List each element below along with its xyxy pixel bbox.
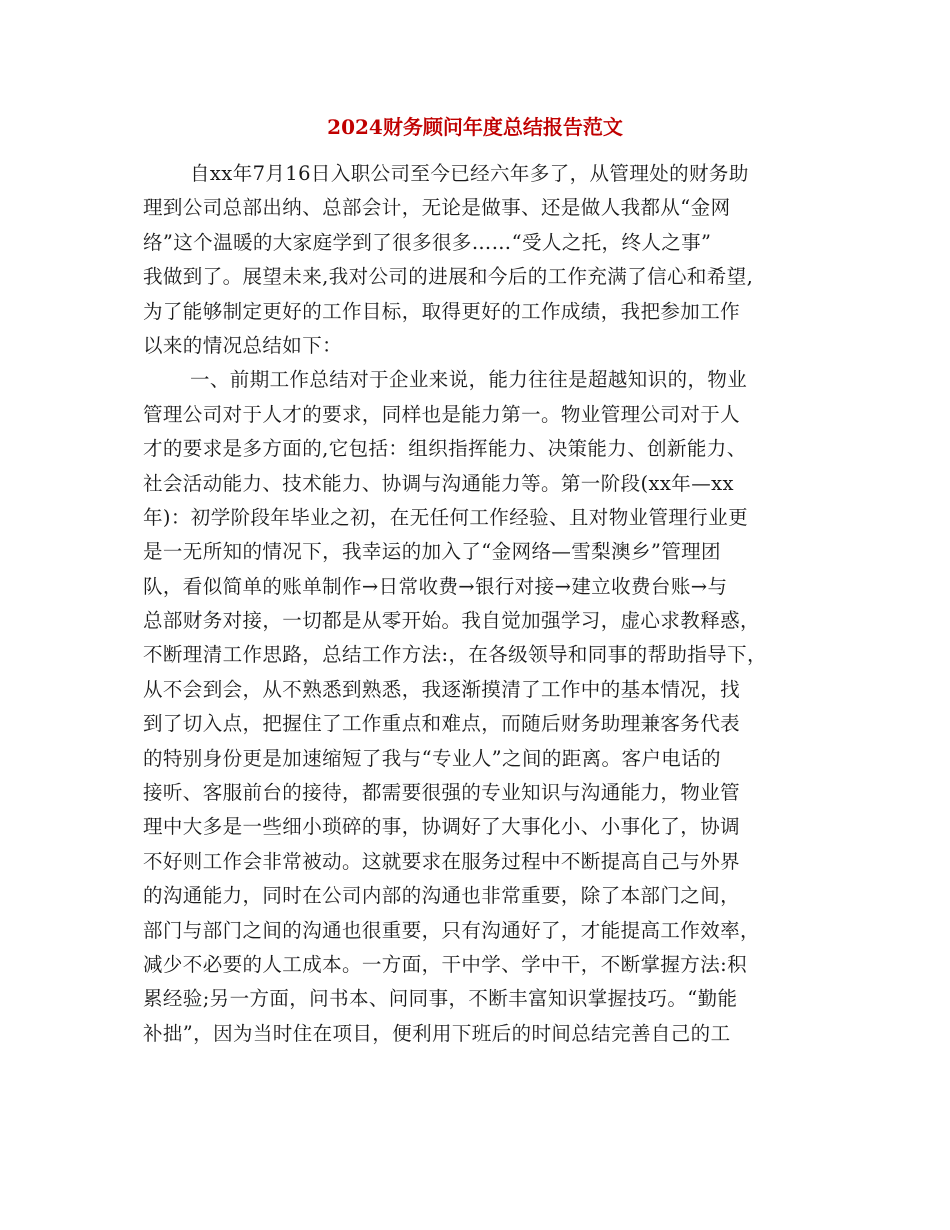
body-line: 理到公司总部出纳、总部会计，无论是做事、还是做人我都从“金网 <box>143 196 731 220</box>
body-line: 部门与部门之间的沟通也很重要，只有沟通好了，才能提高工作效率， <box>143 918 760 942</box>
body-line: 社会活动能力、技术能力、协调与沟通能力等。第一阶段(xx年—xx <box>143 471 734 495</box>
body-line: 理中大多是一些细小琐碎的事，协调好了大事化小、小事化了，协调 <box>143 815 741 839</box>
body-line: 自xx年7月16日入职公司至今已经六年多了，从管理处的财务助 <box>190 162 749 185</box>
body-line: 的沟通能力，同时在公司内部的沟通也非常重要，除了本部门之间， <box>143 884 741 908</box>
body-line: 累经验;另一方面，问书本、问同事，不断丰富知识掌握技巧。“勤能 <box>143 987 738 1011</box>
document-title: 2024财务顾问年度总结报告范文 <box>327 115 623 139</box>
body-line: 才的要求是多方面的,它包括：组织指挥能力、决策能力、创新能力、 <box>143 437 747 461</box>
body-line: 管理公司对于人才的要求，同样也是能力第一。物业管理公司对于人 <box>143 402 741 426</box>
body-line: 减少不必要的人工成本。一方面，干中学、学中干，不断掌握方法:积 <box>143 952 747 976</box>
body-line: 队，看似简单的账单制作→日常收费→银行对接→建立收费台账→与 <box>143 574 728 598</box>
body-line: 是一无所知的情况下，我幸运的加入了“金网络—雪梨澳乡”管理团 <box>143 540 721 564</box>
body-line: 我做到了。展望未来,我对公司的进展和今后的工作充满了信心和希望, <box>143 265 754 289</box>
body-line: 接听、客服前台的接待，都需要很强的专业知识与沟通能力，物业管 <box>143 781 741 805</box>
body-line: 以来的情况总结如下： <box>143 333 343 357</box>
body-line: 到了切入点，把握住了工作重点和难点，而随后财务助理兼客务代表 <box>143 712 741 736</box>
body-line: 年)：初学阶段年毕业之初，在无任何工作经验、且对物业管理行业更 <box>143 505 749 529</box>
body-line: 补拙”，因为当时住在项目，便利用下班后的时间总结完善自己的工 <box>143 1021 731 1045</box>
document-body <box>143 157 813 1051</box>
body-line: 的特别身份更是加速缩短了我与“专业人”之间的距离。客户电话的 <box>143 746 721 770</box>
body-line: 不断理清工作思路，总结工作方法:，在各级领导和同事的帮助指导下， <box>143 643 767 667</box>
body-line: 不好则工作会非常被动。这就要求在服务过程中不断提高自己与外界 <box>143 849 741 873</box>
body-line: 络”这个温暖的大家庭学到了很多很多……“受人之托，终人之事” <box>143 230 712 254</box>
body-line: 从不会到会，从不熟悉到熟悉，我逐渐摸清了工作中的基本情况，找 <box>143 677 741 701</box>
body-line: 一、前期工作总结对于企业来说，能力往往是超越知识的，物业 <box>190 368 748 392</box>
body-line: 总部财务对接，一切都是从零开始。我自觉加强学习，虚心求教释惑， <box>143 609 760 633</box>
body-line: 为了能够制定更好的工作目标，取得更好的工作成绩，我把参加工作 <box>143 299 741 323</box>
